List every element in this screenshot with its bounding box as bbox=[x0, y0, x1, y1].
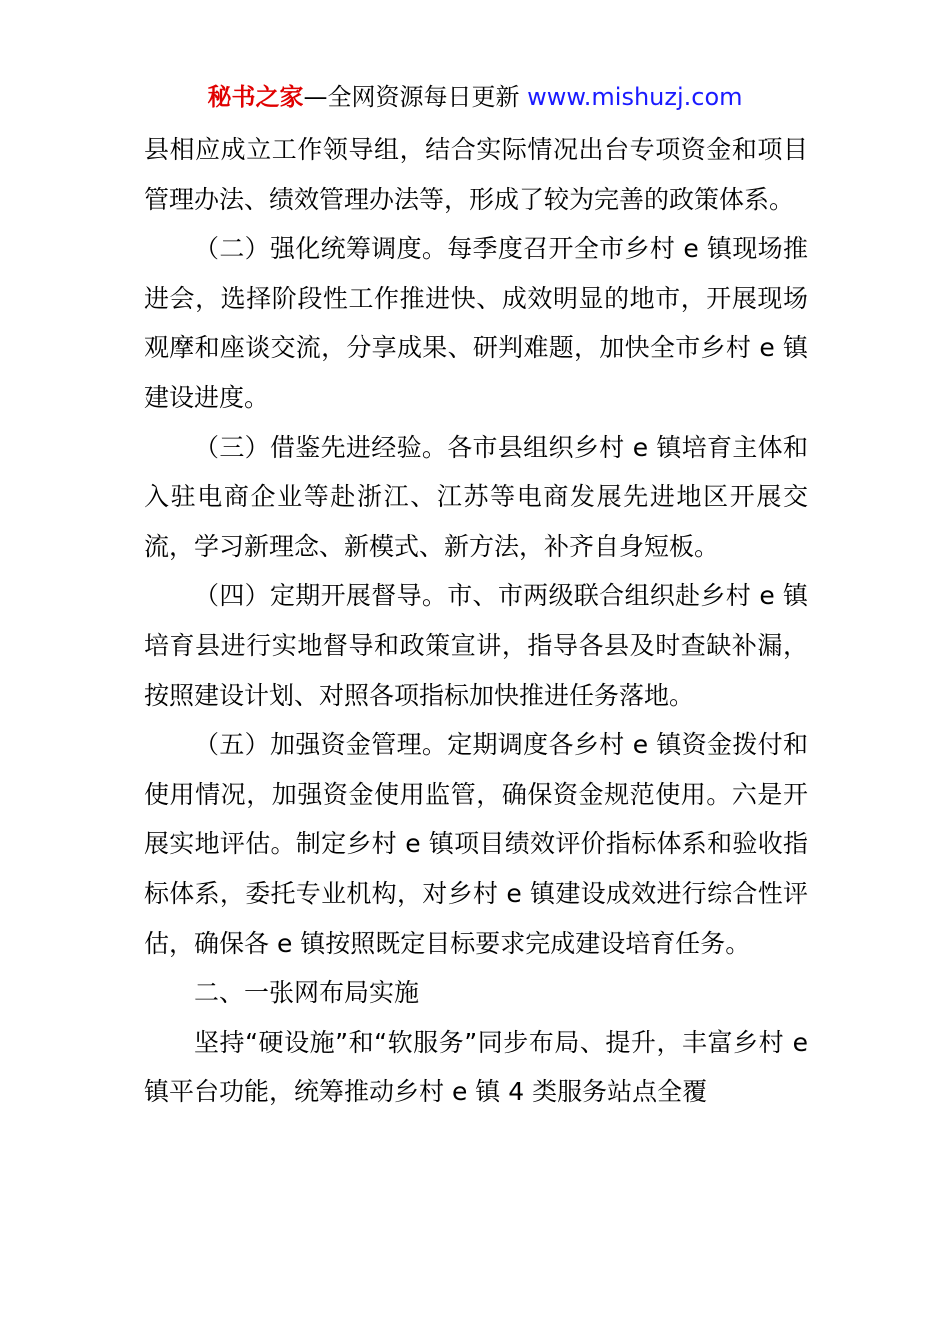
site-header bbox=[0, 80, 950, 114]
document-body bbox=[144, 125, 808, 1117]
paragraph-3: （三）借鉴先进经验。各市县组织乡村 e 镇培育主体和入驻电商企业等赴浙江、江苏等电商发展先进地区开展交流，学习新理念、新模式、新方法，补齐自身短板。 bbox=[144, 432, 808, 561]
paragraph-2: （二）强化统筹调度。每季度召开全市乡村 e 镇现场推进会，选择阶段性工作推进快、成效明显的地市，开展现场观摩和座谈交流，分享成果、研判难题，加快全市乡村 e 镇建设进度。 bbox=[144, 234, 808, 412]
section-heading: 二、一张网布局实施 bbox=[194, 978, 420, 1008]
site-tagline: —全网资源每日更新 bbox=[303, 83, 528, 111]
paragraph-4: （四）定期开展督导。市、市两级联合组织赴乡村 e 镇培育县进行实地督导和政策宣讲，指导各县及时查缺补漏，按照建设计划、对照各项指标加快推进任务落地。 bbox=[144, 581, 808, 710]
paragraph-1: 县相应成立工作领导组，结合实际情况出台专项资金和项目管理办法、绩效管理办法等，形成了较为完善的政策体系。 bbox=[144, 135, 808, 214]
site-url-link[interactable]: www.mishuzj.com bbox=[527, 83, 743, 111]
paragraph-7: 坚持“硬设施”和“软服务”同步布局、提升，丰富乡村 e 镇平台功能，统筹推动乡村 e 镇 4 类服务站点全覆 bbox=[144, 1027, 808, 1107]
site-brand: 秘书之家 bbox=[207, 83, 304, 111]
paragraph-5: （五）加强资金管理。定期调度各乡村 e 镇资金拨付和使用情况，加强资金使用监管，确保资金规范使用。六是开展实地评估。制定乡村 e 镇项目绩效评价指标体系和验收指标体系，委托专业机构，对乡村 e 镇建设成效进行综合性评估，确保各 e 镇按照既定目标要求完成建设培育任务。 bbox=[144, 730, 808, 958]
